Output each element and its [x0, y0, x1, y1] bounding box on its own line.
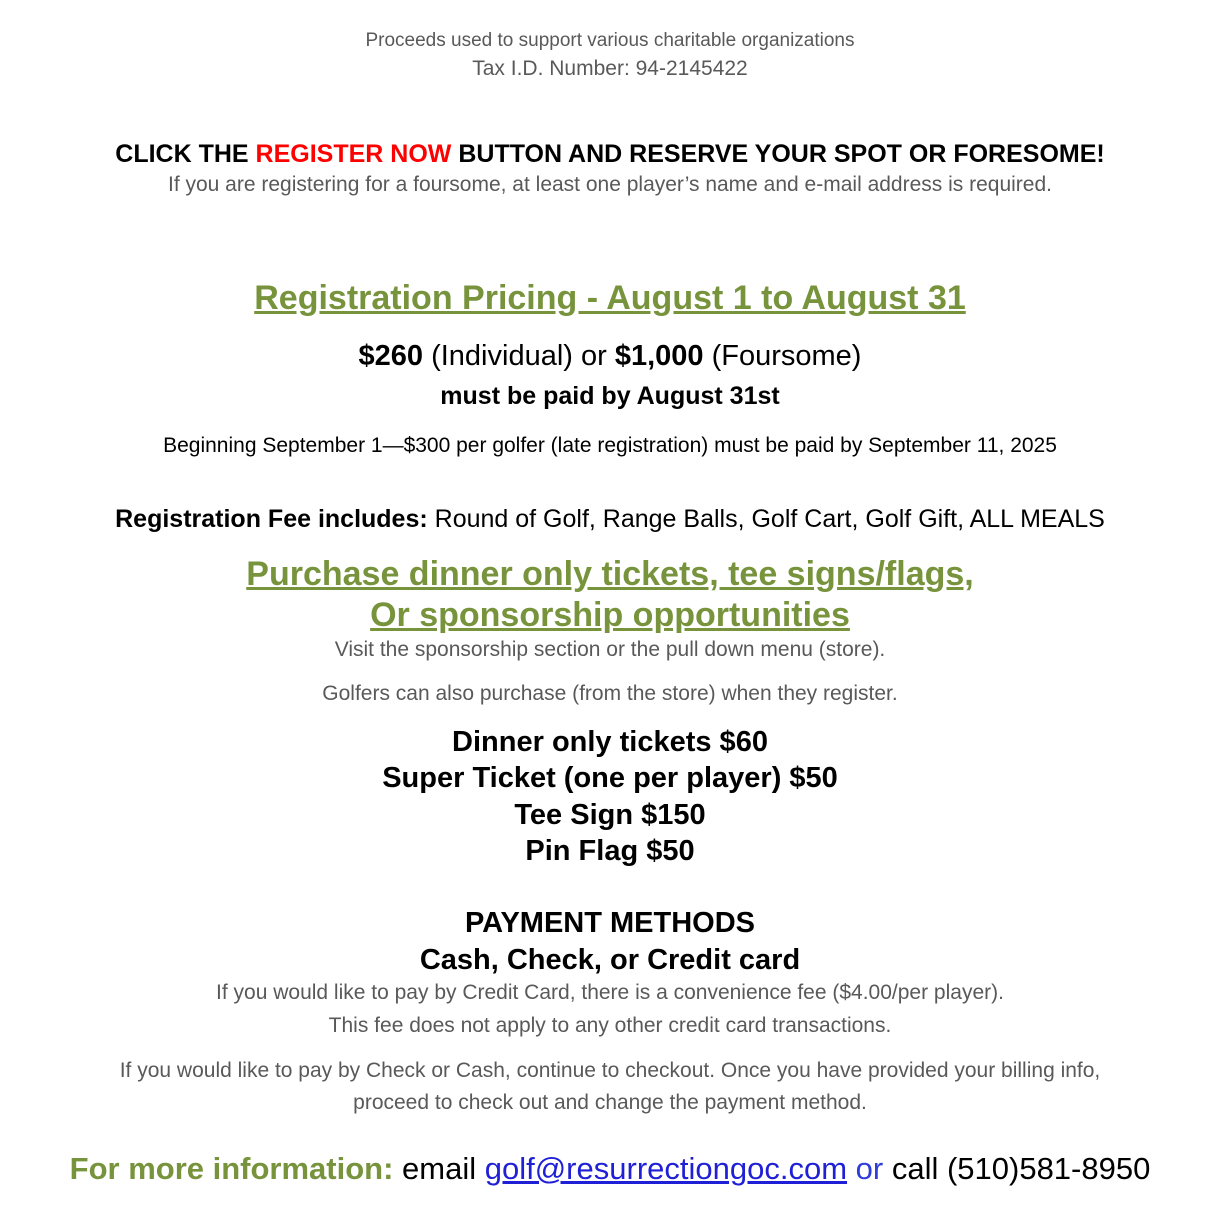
payment-heading: PAYMENT METHODS — [464, 907, 756, 939]
credit-card-note: If you would like to pay by Credit Card, there is a convenience fee ($4.00/per player). — [216, 981, 1004, 1004]
visit-sponsorship-text: Visit the sponsorship section or the pull down menu (store). — [334, 638, 886, 661]
foursome-price: $1,000 — [614, 340, 704, 372]
item-tee-sign: Tee Sign $150 — [514, 799, 706, 831]
fee-exclusion-note: This fee does not apply to any other credit card transactions. — [328, 1014, 892, 1037]
fee-includes-line — [0, 505, 1220, 534]
cta-suffix: BUTTON AND RESERVE YOUR SPOT OR FORESOME! — [451, 140, 1105, 168]
item-dinner-tickets: Dinner only tickets $60 — [452, 726, 768, 758]
phone-text: call (510)581-8950 — [883, 1151, 1151, 1186]
foursome-label: (Foursome) — [703, 340, 862, 372]
email-link[interactable]: golf@resurrectiongoc.com — [484, 1151, 848, 1186]
tax-id-text: Tax I.D. Number: 94-2145422 — [472, 57, 748, 80]
deadline-text: must be paid by August 31st — [440, 382, 780, 410]
golfers-purchase-text: Golfers can also purchase (from the store) when they register. — [322, 682, 898, 705]
late-registration-text: Beginning September 1—$300 per golfer (late registration) must be paid by September 11, 2025 — [163, 434, 1057, 457]
fee-label: Registration Fee includes: — [115, 505, 428, 533]
item-pin-flag: Pin Flag $50 — [525, 835, 695, 867]
purchase-heading-line2: Or sponsorship opportunities — [370, 596, 850, 634]
pricing-heading: Registration Pricing - August 1 to August 31 — [254, 279, 966, 317]
payment-methods: Cash, Check, or Credit card — [419, 944, 801, 976]
proceeds-text: Proceeds used to support various charitable organizations — [365, 30, 855, 51]
change-payment-note: proceed to check out and change the payment method. — [353, 1091, 867, 1114]
register-cta — [0, 140, 1220, 169]
register-now-text: REGISTER NOW — [255, 140, 452, 168]
contact-line — [0, 1151, 1220, 1187]
foursome-note: If you are registering for a foursome, at least one player’s name and e-mail address is required. — [167, 173, 1052, 196]
fee-items: Round of Golf, Range Balls, Golf Cart, Golf Gift, ALL MEALS — [427, 505, 1105, 533]
price-line — [0, 340, 1220, 373]
purchase-heading-line1: Purchase dinner only tickets, tee signs/flags, — [246, 555, 974, 593]
check-cash-note: If you would like to pay by Check or Cash, continue to checkout. Once you have provided your billing info, — [119, 1059, 1101, 1082]
item-super-ticket: Super Ticket (one per player) $50 — [382, 762, 838, 794]
email-prefix: email — [393, 1151, 485, 1186]
contact-label: For more information: — [69, 1151, 394, 1186]
individual-label: (Individual) or — [423, 340, 615, 372]
individual-price: $260 — [358, 340, 424, 372]
cta-prefix: CLICK THE — [115, 140, 256, 168]
or-text: or — [847, 1151, 884, 1186]
